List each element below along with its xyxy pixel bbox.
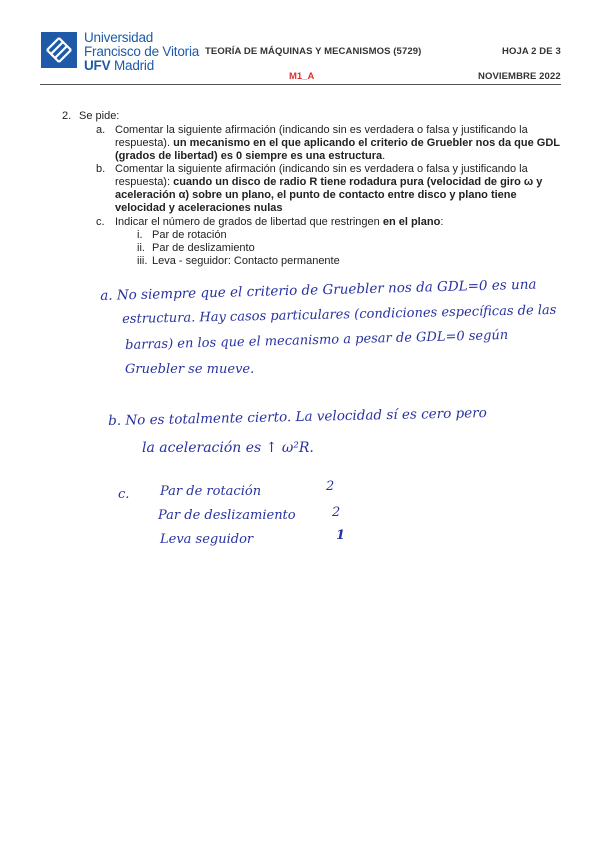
answer-c-item-label: Leva seguidor [160,532,254,547]
item-a-bold: un mecanismo en el que aplicando el criterio de Gruebler nos da que GDL (grados de libertad) es 0 siempre es una estructura [115,137,560,162]
course-title: TEORÍA DE MÁQUINAS Y MECANISMOS (5729) [205,46,422,57]
answer-c-item-label: Par de deslizamiento [158,508,296,523]
item-a-letter: a. [96,124,106,136]
answer-c-item-value: 1 [336,528,346,543]
university-logo-icon [41,32,77,68]
item-c-text [115,216,565,229]
university-line1: Universidad [84,30,154,45]
item-c-plain: Indicar el número de grados de libertad que restringen [115,216,380,228]
answer-c-item-value: 2 [332,505,341,520]
item-b-letter: b. [96,163,106,175]
question-intro: Se pide: [79,110,120,122]
answer-b-line: b. No es totalmente cierto. La velocidad sí es cero pero [108,405,487,429]
answer-c-item-value: 2 [326,479,335,494]
answer-a-line: barras) en los que el mecanismo a pesar de GDL=0 según [125,327,509,353]
item-a-plain: Comentar la siguiente afirmación (indicando sin es verdadera o falsa y justificando la respuesta). [115,124,528,149]
answer-a-line: estructura. Hay casos particulares (condiciones específicas de las [122,302,557,327]
item-a-end: . [382,150,386,162]
answer-a-line: Gruebler se mueve. [125,362,255,377]
subitem-num: iii. [137,255,148,267]
exam-date: NOVIEMBRE 2022 [478,71,561,82]
answer-b-line: la aceleración es ↑ ω²R. [142,440,314,456]
item-c-end: : [440,216,444,228]
university-line2: Francisco de Vitoria [84,44,200,59]
sheet-number: HOJA 2 DE 3 [502,46,561,57]
university-city: Madrid [113,58,155,73]
subitem-label: Leva - seguidor: Contacto permanente [152,255,340,267]
group-code: M1_A [289,71,315,82]
item-b-text [115,163,565,215]
question-number: 2. [62,110,72,122]
university-brand: UFV [84,58,111,73]
item-a-text [115,124,565,163]
university-name [84,31,199,73]
subitem-label: Par de deslizamiento [152,242,255,254]
answer-c-letter: c. [118,487,130,502]
subitem-label: Par de rotación [152,229,227,241]
item-b-bold: cuando un disco de radio R tiene rodadura pura (velocidad de giro ω y aceleración α) sobre un plano, el punto de contacto entre disco y plano tiene velocidad y aceleraciones nulas [115,176,543,214]
subitem-num: i. [137,229,143,241]
subitem-num: ii. [137,242,145,254]
header-divider [40,84,561,85]
answer-c-item-label: Par de rotación [160,484,262,499]
item-c-letter: c. [96,216,105,228]
item-b-plain: Comentar la siguiente afirmación (indicando sin es verdadera o falsa y justificando la respuesta): [115,163,528,188]
item-c-bold: en el plano [382,216,441,228]
answer-a-line: a. No siempre que el criterio de Gruebler nos da GDL=0 es una [100,276,537,304]
